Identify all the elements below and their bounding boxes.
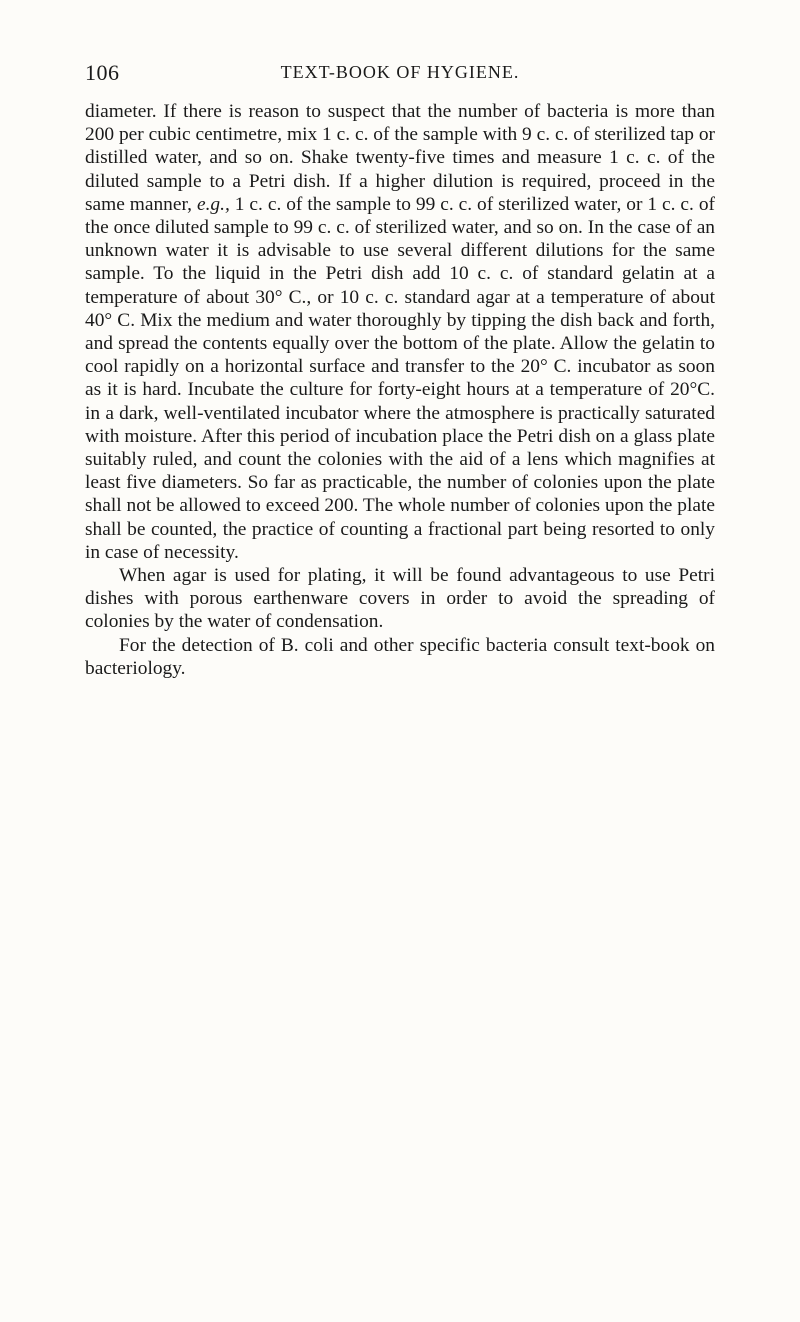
paragraph-3: For the detection of B. coli and other specific bacteria consult text-book on bacteriology. [85, 634, 715, 679]
page-number: 106 [85, 60, 120, 85]
paragraph-1-italic: e.g., [196, 193, 230, 215]
running-head: TEXT-BOOK OF HYGIENE. [280, 62, 520, 82]
body-text [85, 100, 715, 680]
page-header [85, 60, 715, 90]
paragraph-2: When agar is used for plating, it will be found advantageous to use Petri dishes with porous earthenware covers in order to avoid the spreading of colonies by the water of condensation. [85, 565, 715, 633]
paragraph-1-text-b: 1 c. c. of the sample to 99 c. c. of sterilized water, or 1 c. c. of the once diluted sample to 99 c. c. of sterilized water, and so on. In the case of an unknown water it is advisable to use several different dilutions for the same sample. To the liquid in the Petri dish add 10 c. c. of standard gelatin at a temperature of about 30° C., or 10 c. c. standard agar at a temperature of about 40° C. Mix the medium and water thoroughly by tipping the dish back and forth, and spread the contents equally over the bottom of the plate. Allow the gelatin to cool rapidly on a horizontal surface and transfer to the 20° C. incubator as soon as it is hard. Incubate the culture for forty-eight hours at a temperature of 20°C. in a dark, well-ventilated incubator where the atmosphere is practically saturated with moisture. After this period of incubation place the Petri dish on a glass plate suitably ruled, and count the colonies with the aid of a lens which magnifies at least five diameters. So far as practicable, the number of colonies upon the plate shall not be allowed to exceed 200. The whole number of colonies upon the plate shall be counted, the practice of counting a fractional part being resorted to only in case of necessity. [85, 193, 715, 563]
paragraph-1 [85, 100, 715, 564]
paragraph-1-text-a: diameter. If there is reason to suspect that the number of bacteria is more than 200 per cubic centimetre, mix 1 c. c. of the sample with 9 c. c. of sterilized tap or distilled water, and so on. Shake twenty-five times and measure 1 c. c. of the diluted sample to a Petri dish. If a higher dilution is required, proceed in the same manner, [85, 101, 715, 215]
